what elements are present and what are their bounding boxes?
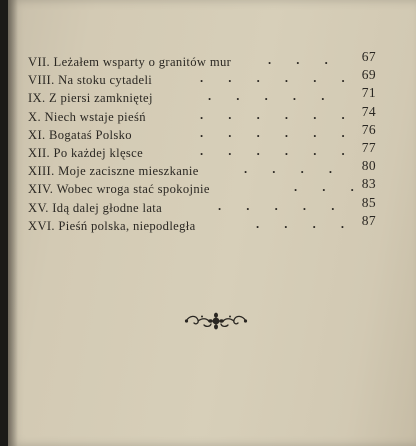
toc-entry-title: XI. Bogataś Polsko: [28, 127, 132, 142]
toc-leader-dots: . . . . .: [208, 89, 336, 104]
toc-page-number: 80: [361, 158, 376, 174]
toc-leader-dots: . . . . .: [218, 198, 346, 213]
toc-page-number: 71: [361, 85, 376, 101]
toc-entry-title: XV. Idą dalej głodne lata: [28, 200, 163, 215]
toc-entry-title: XIV. Wobec wroga stać spokojnie: [28, 182, 210, 197]
toc-leader-dots: . . . .: [244, 162, 344, 177]
toc-page-number: 67: [361, 49, 376, 64]
toc-page-number: 76: [361, 121, 376, 137]
toc-entry-title: XIII. Moje zaciszne mieszkanie: [28, 164, 199, 179]
toc-page-number: 83: [361, 176, 376, 192]
toc-leader-dots: . . . .: [256, 216, 356, 231]
toc-leader-dots: . . . . . .: [200, 71, 356, 86]
toc-page-number: 85: [361, 194, 376, 210]
floral-fleuron-icon: [184, 311, 248, 331]
table-of-contents: [28, 49, 400, 235]
toc-page-number: 77: [361, 139, 376, 155]
toc-entry-title: XVI. Pieśń polska, niepodległa: [28, 218, 196, 233]
toc-leader-dots: . . . . . .: [200, 107, 356, 122]
toc-leader-dots: . . .: [268, 53, 339, 67]
toc-page-number: 69: [361, 67, 376, 83]
toc-leader-dots: . . . . . .: [200, 125, 356, 140]
toc-entry: [28, 176, 400, 198]
toc-entry-title: X. Niech wstaje pieśń: [28, 109, 146, 124]
toc-entry-title: XII. Po każdej klęsce: [28, 145, 144, 160]
gutter-shadow: [8, 0, 18, 446]
toc-leader-dots: . . .: [294, 180, 365, 195]
toc-entry-title: IX. Z piersi zamkniętej: [28, 91, 153, 106]
toc-entry-title: VII. Leżałem wsparty o granitów mur: [28, 55, 232, 69]
toc-entry-title: VIII. Na stoku cytadeli: [28, 73, 153, 88]
toc-entry: [28, 212, 400, 235]
toc-leader-dots: . . . . . .: [200, 143, 356, 158]
toc-page-number: 74: [361, 103, 376, 119]
toc-page-number: 87: [361, 212, 376, 228]
book-page: [8, 0, 416, 446]
